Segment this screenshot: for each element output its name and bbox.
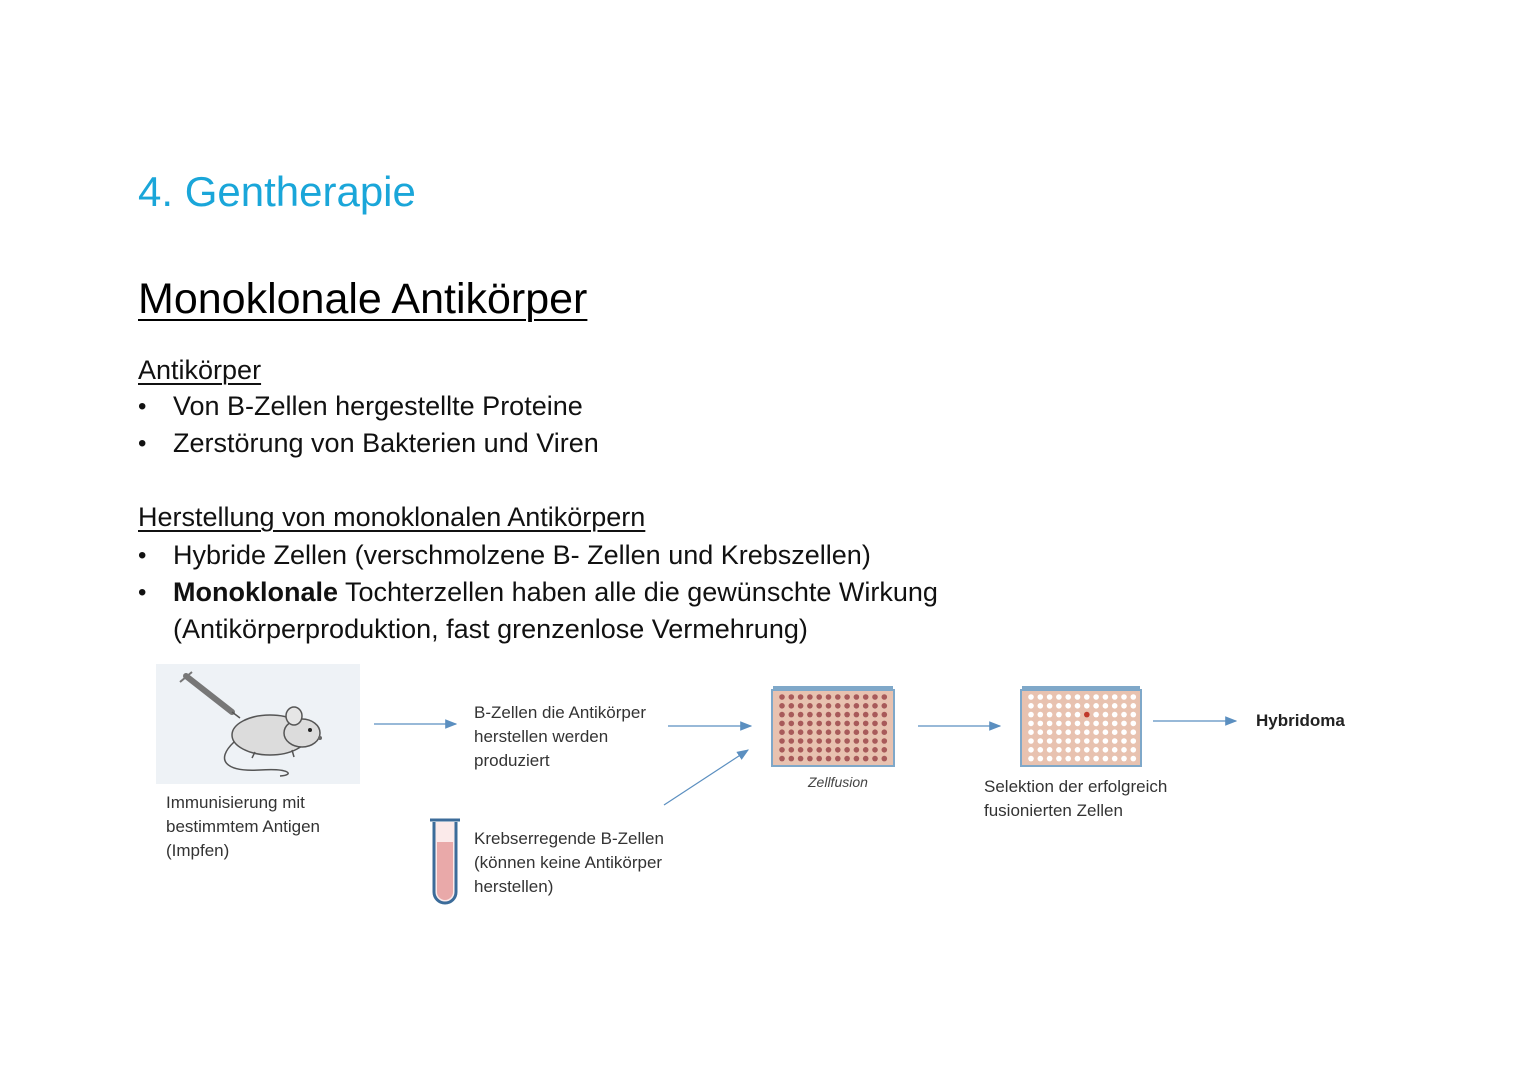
bold-term: Monoklonale [173, 577, 339, 607]
well [872, 703, 878, 709]
well [872, 712, 878, 718]
well [1084, 756, 1090, 762]
well [1065, 712, 1071, 718]
well [863, 747, 869, 753]
well [807, 747, 813, 753]
well [872, 738, 878, 744]
well [816, 756, 822, 762]
well [844, 703, 850, 709]
well [826, 712, 832, 718]
well [1112, 738, 1118, 744]
well [1056, 738, 1062, 744]
well [1075, 703, 1081, 709]
well [1047, 721, 1053, 727]
chapter-title: 4. Gentherapie [138, 168, 416, 215]
well [798, 712, 804, 718]
well [1093, 738, 1099, 744]
well [826, 729, 832, 735]
well [826, 756, 832, 762]
well [854, 747, 860, 753]
well [1103, 747, 1109, 753]
well [798, 694, 804, 700]
well [1047, 756, 1053, 762]
mouse-illustration [156, 664, 360, 784]
well [872, 729, 878, 735]
well [1028, 738, 1034, 744]
well [1093, 721, 1099, 727]
well [807, 738, 813, 744]
well [779, 703, 785, 709]
well [807, 729, 813, 735]
well [1112, 721, 1118, 727]
well [882, 694, 888, 700]
well [816, 694, 822, 700]
well [1121, 694, 1127, 700]
well [1028, 712, 1034, 718]
well [835, 712, 841, 718]
well [854, 694, 860, 700]
well [1065, 729, 1071, 735]
well [1112, 694, 1118, 700]
well [826, 738, 832, 744]
well [1131, 721, 1137, 727]
well [1131, 703, 1137, 709]
well [1056, 747, 1062, 753]
well [1103, 694, 1109, 700]
well [779, 694, 785, 700]
well [1103, 738, 1109, 744]
well [1056, 756, 1062, 762]
well [844, 747, 850, 753]
well [1075, 756, 1081, 762]
test-tube-icon [430, 820, 460, 903]
well [1131, 712, 1137, 718]
well [789, 729, 795, 735]
well [789, 694, 795, 700]
well [1093, 747, 1099, 753]
well [844, 721, 850, 727]
antibodies-heading: Antikörper [138, 355, 262, 385]
well [816, 747, 822, 753]
well [863, 738, 869, 744]
well [882, 738, 888, 744]
well [1103, 712, 1109, 718]
well [1121, 729, 1127, 735]
bcells-label: B-Zellen die Antikörper herstellen werden produziert [474, 703, 646, 770]
well [1028, 721, 1034, 727]
well [1056, 729, 1062, 735]
well [844, 729, 850, 735]
well [1075, 721, 1081, 727]
well [1131, 738, 1137, 744]
well [798, 747, 804, 753]
well [1084, 738, 1090, 744]
well [1112, 747, 1118, 753]
well [1038, 694, 1044, 700]
well [1131, 694, 1137, 700]
well [826, 721, 832, 727]
list-item-text: Tochterzellen haben alle die gewünschte Wirkung [338, 577, 938, 607]
well [798, 721, 804, 727]
well [835, 729, 841, 735]
well [798, 738, 804, 744]
well [798, 756, 804, 762]
well [882, 747, 888, 753]
well [789, 756, 795, 762]
well [844, 738, 850, 744]
well [826, 703, 832, 709]
well [1065, 721, 1071, 727]
cancer-cells-label: Krebserregende B-Zellen (können keine Antikörper herstellen) [474, 829, 664, 896]
well [1103, 703, 1109, 709]
well [1047, 747, 1053, 753]
well [1103, 729, 1109, 735]
well [1121, 712, 1127, 718]
well [1028, 703, 1034, 709]
well [816, 729, 822, 735]
well [1103, 721, 1109, 727]
well [789, 747, 795, 753]
well [1075, 694, 1081, 700]
well [1131, 747, 1137, 753]
well [1065, 703, 1071, 709]
well [835, 694, 841, 700]
well [872, 756, 878, 762]
well [1121, 756, 1127, 762]
well [863, 703, 869, 709]
well [854, 712, 860, 718]
well [1065, 694, 1071, 700]
well [807, 756, 813, 762]
well [1075, 747, 1081, 753]
well [882, 712, 888, 718]
well [1047, 712, 1053, 718]
well [1056, 721, 1062, 727]
well [779, 729, 785, 735]
well [1084, 694, 1090, 700]
well [882, 756, 888, 762]
well [816, 712, 822, 718]
well [1084, 712, 1090, 718]
well [1093, 703, 1099, 709]
well [872, 747, 878, 753]
list-item: • Von B-Zellen hergestellte Proteine [138, 388, 599, 425]
well [807, 712, 813, 718]
well [779, 712, 785, 718]
well [1084, 721, 1090, 727]
list-item: • Zerstörung von Bakterien und Viren [138, 425, 599, 462]
well [1121, 721, 1127, 727]
well [1075, 729, 1081, 735]
well [1065, 756, 1071, 762]
well [1131, 729, 1137, 735]
well [1093, 694, 1099, 700]
well [807, 694, 813, 700]
well [789, 738, 795, 744]
production-heading: Herstellung von monoklonalen Antikörpern [138, 502, 646, 532]
arrow-3 [664, 750, 748, 805]
hybridoma-label: Hybridoma [1256, 711, 1345, 730]
well [882, 703, 888, 709]
well [779, 721, 785, 727]
well [1056, 703, 1062, 709]
well [1093, 729, 1099, 735]
well [872, 721, 878, 727]
list-item-continuation: (Antikörperproduktion, fast grenzenlose Vermehrung) [173, 614, 808, 644]
well [835, 747, 841, 753]
well [844, 756, 850, 762]
well [789, 721, 795, 727]
well [779, 738, 785, 744]
page-title: Monoklonale Antikörper [138, 275, 588, 323]
well [835, 756, 841, 762]
well [1056, 694, 1062, 700]
well [1047, 729, 1053, 735]
well [1038, 712, 1044, 718]
well [1065, 738, 1071, 744]
well [835, 703, 841, 709]
well [826, 694, 832, 700]
selection-label: Selektion der erfolgreich fusionierten Zellen [984, 777, 1168, 820]
well [798, 703, 804, 709]
well [789, 703, 795, 709]
well [1038, 756, 1044, 762]
list-item: • Hybride Zellen (verschmolzene B- Zellen und Krebszellen) [138, 537, 938, 574]
well [1028, 756, 1034, 762]
well [1121, 738, 1127, 744]
well [1131, 756, 1137, 762]
well [1112, 712, 1118, 718]
well [779, 747, 785, 753]
well [863, 721, 869, 727]
well [1038, 721, 1044, 727]
well [1038, 738, 1044, 744]
well [1112, 756, 1118, 762]
well [1056, 712, 1062, 718]
well [863, 756, 869, 762]
fusion-plate [772, 686, 894, 766]
well [1103, 756, 1109, 762]
well [1028, 729, 1034, 735]
well [1028, 694, 1034, 700]
well [872, 694, 878, 700]
well [835, 738, 841, 744]
well [1047, 738, 1053, 744]
well [1093, 756, 1099, 762]
well [844, 694, 850, 700]
well [863, 694, 869, 700]
well [854, 738, 860, 744]
well [854, 703, 860, 709]
immunization-label: Immunisierung mit bestimmtem Antigen (Impfen) [166, 793, 321, 860]
well [1084, 703, 1090, 709]
well [882, 729, 888, 735]
well [854, 756, 860, 762]
well [1075, 712, 1081, 718]
well [816, 721, 822, 727]
well [1038, 729, 1044, 735]
well [1121, 747, 1127, 753]
well [1093, 712, 1099, 718]
well [1038, 703, 1044, 709]
well [1084, 747, 1090, 753]
well [1112, 729, 1118, 735]
well [854, 721, 860, 727]
well [1047, 703, 1053, 709]
well [1065, 747, 1071, 753]
well [835, 721, 841, 727]
well [1112, 703, 1118, 709]
well [789, 712, 795, 718]
well [882, 721, 888, 727]
fusion-label: Zellfusion [808, 774, 868, 790]
well [1047, 694, 1053, 700]
well [798, 729, 804, 735]
well [844, 712, 850, 718]
well [863, 712, 869, 718]
well [863, 729, 869, 735]
well [816, 703, 822, 709]
well [779, 756, 785, 762]
well [854, 729, 860, 735]
well [1121, 703, 1127, 709]
well [807, 721, 813, 727]
well [1084, 729, 1090, 735]
well [1028, 747, 1034, 753]
well [807, 703, 813, 709]
well [826, 747, 832, 753]
selection-plate [1021, 686, 1141, 766]
well [816, 738, 822, 744]
well [1075, 738, 1081, 744]
well [1038, 747, 1044, 753]
